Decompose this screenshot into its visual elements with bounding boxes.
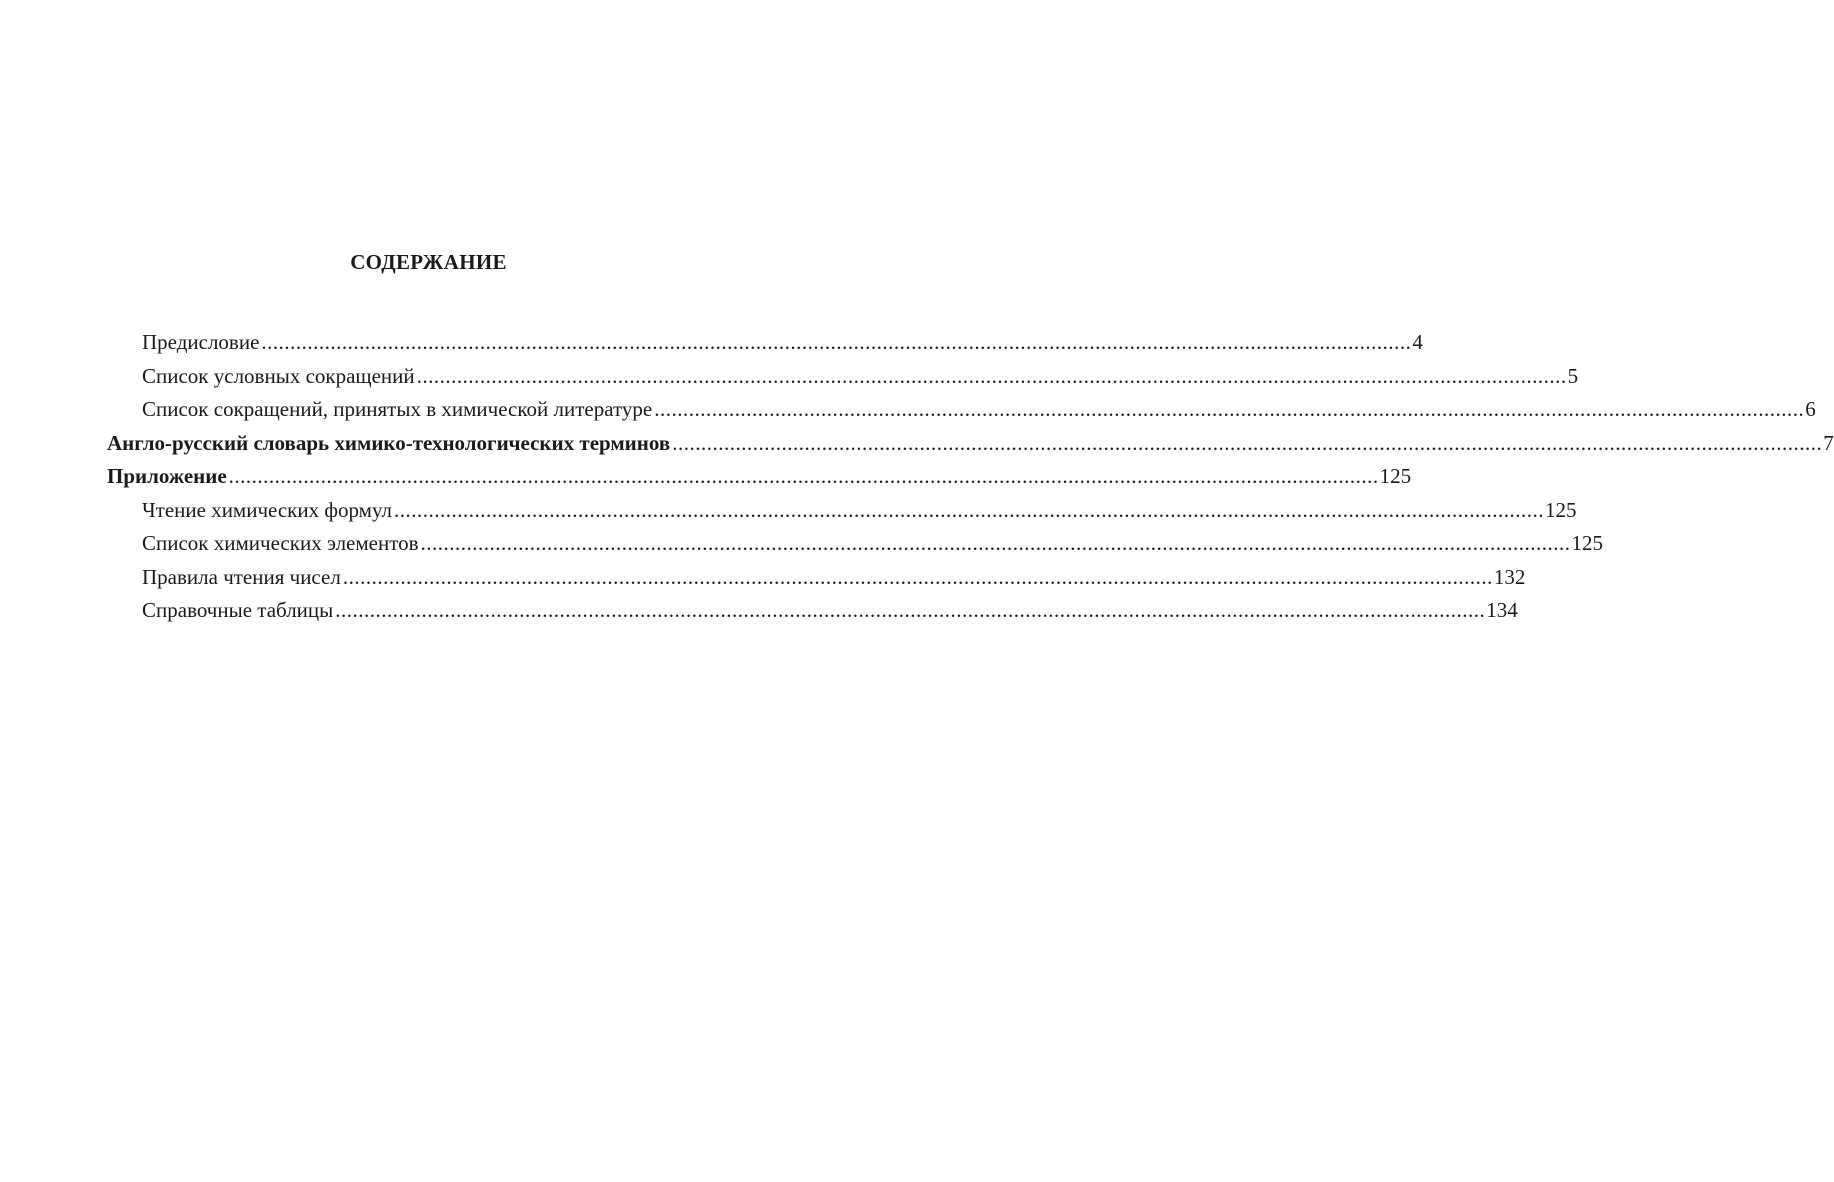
toc-page-number: 134 xyxy=(1486,598,1518,622)
toc-entry-reading-numbers xyxy=(107,561,1526,595)
toc-entry-label: Правила чтения чисел xyxy=(142,564,341,589)
toc-page-number: 125 xyxy=(1545,497,1577,522)
toc-entry-label: Англо-русский словарь химико-технологических терминов xyxy=(107,430,671,455)
toc-page-number: 4 xyxy=(1412,330,1423,354)
toc-entry-chemical-abbreviations xyxy=(107,393,1816,427)
toc-entry-label: Справочные таблицы xyxy=(142,598,334,622)
toc-entry-label: Предисловие xyxy=(142,330,260,354)
toc-page-number: 125 xyxy=(1379,464,1412,488)
toc-entry-label: Список химических элементов xyxy=(142,531,419,555)
toc-entry-reading-formulas xyxy=(107,494,1577,528)
toc-entry-label: Список сокращений, принятых в химической литературе xyxy=(142,397,653,421)
toc-page-number: 7 xyxy=(1823,430,1834,455)
toc-entry-elements-list xyxy=(107,527,1604,561)
dot-leader: ........................................................................................................................................................................................................ xyxy=(261,330,1412,354)
toc-page-number: 6 xyxy=(1805,397,1816,421)
dot-leader: ........................................................................................................................................................................................................ xyxy=(228,464,1379,488)
dot-leader: ........................................................................................................................................................................................................ xyxy=(672,430,1823,455)
dot-leader: ........................................................................................................................................................................................................ xyxy=(420,531,1571,555)
dot-leader: ........................................................................................................................................................................................................ xyxy=(335,598,1486,622)
dot-leader: ........................................................................................................................................................................................................ xyxy=(394,497,1545,522)
dot-leader: ........................................................................................................................................................................................................ xyxy=(654,397,1805,421)
toc-page-number: 5 xyxy=(1567,363,1579,388)
toc-entry-label: Приложение xyxy=(107,464,227,488)
page-title: СОДЕРЖАНИЕ xyxy=(350,250,507,274)
toc-page-number: 125 xyxy=(1571,531,1604,555)
toc-entry-dictionary xyxy=(107,427,1834,461)
toc-entry-label: Список условных сокращений xyxy=(142,363,415,388)
toc-entry-abbreviations xyxy=(107,360,1579,394)
toc-entry-label: Чтение химических формул xyxy=(142,497,393,522)
dot-leader: ........................................................................................................................................................................................................ xyxy=(342,564,1493,589)
toc-entry-preface xyxy=(107,326,1423,360)
dot-leader: ........................................................................................................................................................................................................ xyxy=(416,363,1567,388)
toc-entry-reference-tables xyxy=(107,594,1518,628)
table-of-contents xyxy=(107,326,1834,628)
toc-page-number: 132 xyxy=(1493,564,1526,589)
toc-entry-appendix xyxy=(107,460,1412,494)
